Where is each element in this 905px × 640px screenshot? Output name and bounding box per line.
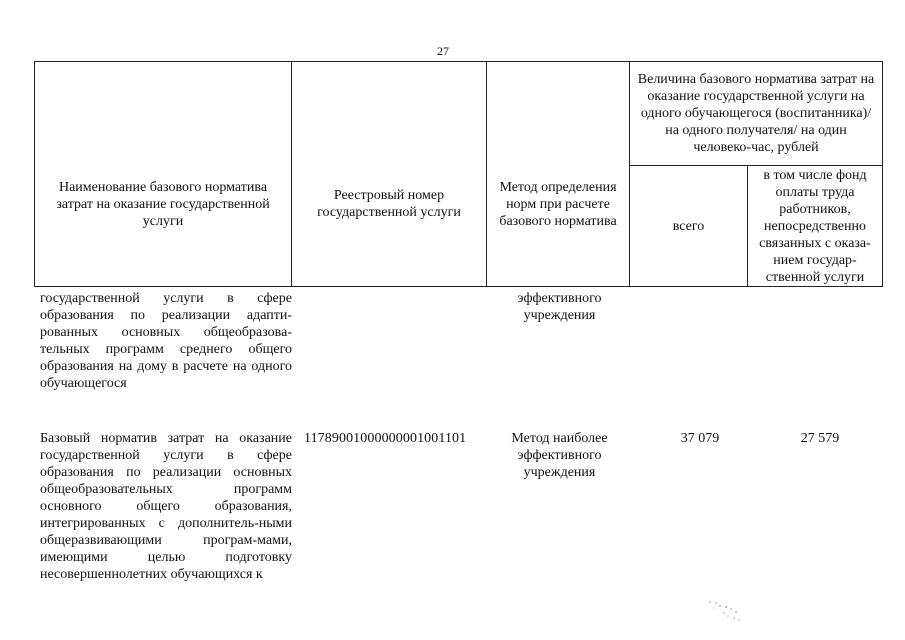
row-2-name: Базовый норматив затрат на оказание государственной услуги в сфере образования по реализации основных общеобразовательных программ основного общего образования, интегрированных с дополнитель-ными общеразвивающими програм-мами, имеющими целью подготовку несовершеннолетних обучающихся к xyxy=(40,431,292,582)
header-value-column: Величина базового норматива затрат на оказание государственной услуги на одного обучающегося (воспитанника)/ на одного получателя/ на один человеко-час, рублей xyxy=(629,61,883,166)
header-fund-column: в том числе фонд оплаты труда работников, непосредственно связанных с оказа-нием государ-ственной услуги xyxy=(747,165,883,287)
header-name-label: Наименование базового норматива затрат на оказание государственной услуги xyxy=(56,179,270,229)
table-header xyxy=(34,61,883,287)
header-method-column xyxy=(486,61,630,287)
header-registry-column xyxy=(291,61,487,287)
scan-mark xyxy=(706,600,742,622)
header-name-column xyxy=(34,61,292,287)
row-1-method: эффективного учреждения xyxy=(517,291,602,323)
row-2-method: Метод наиболее эффективного учреждения xyxy=(511,431,608,480)
header-total-column: всего xyxy=(629,165,748,287)
row-1-name: государственной услуги в сфере образования по реализации адапти-рованных основных общеобразова-тельных программ среднего общего образования на дому в расчете на одного обучающегося xyxy=(40,291,292,391)
header-registry-label: Реестровый номер государственной услуги xyxy=(317,188,461,220)
header-method-label: Метод определения норм при расчете базового норматива xyxy=(499,179,617,229)
row-2-registry-number: 11789001000000001001101 xyxy=(304,431,467,446)
row-2-fund: 27 579 xyxy=(800,431,840,446)
row-2-total: 37 079 xyxy=(680,431,720,446)
page-number: 27 xyxy=(437,44,449,58)
